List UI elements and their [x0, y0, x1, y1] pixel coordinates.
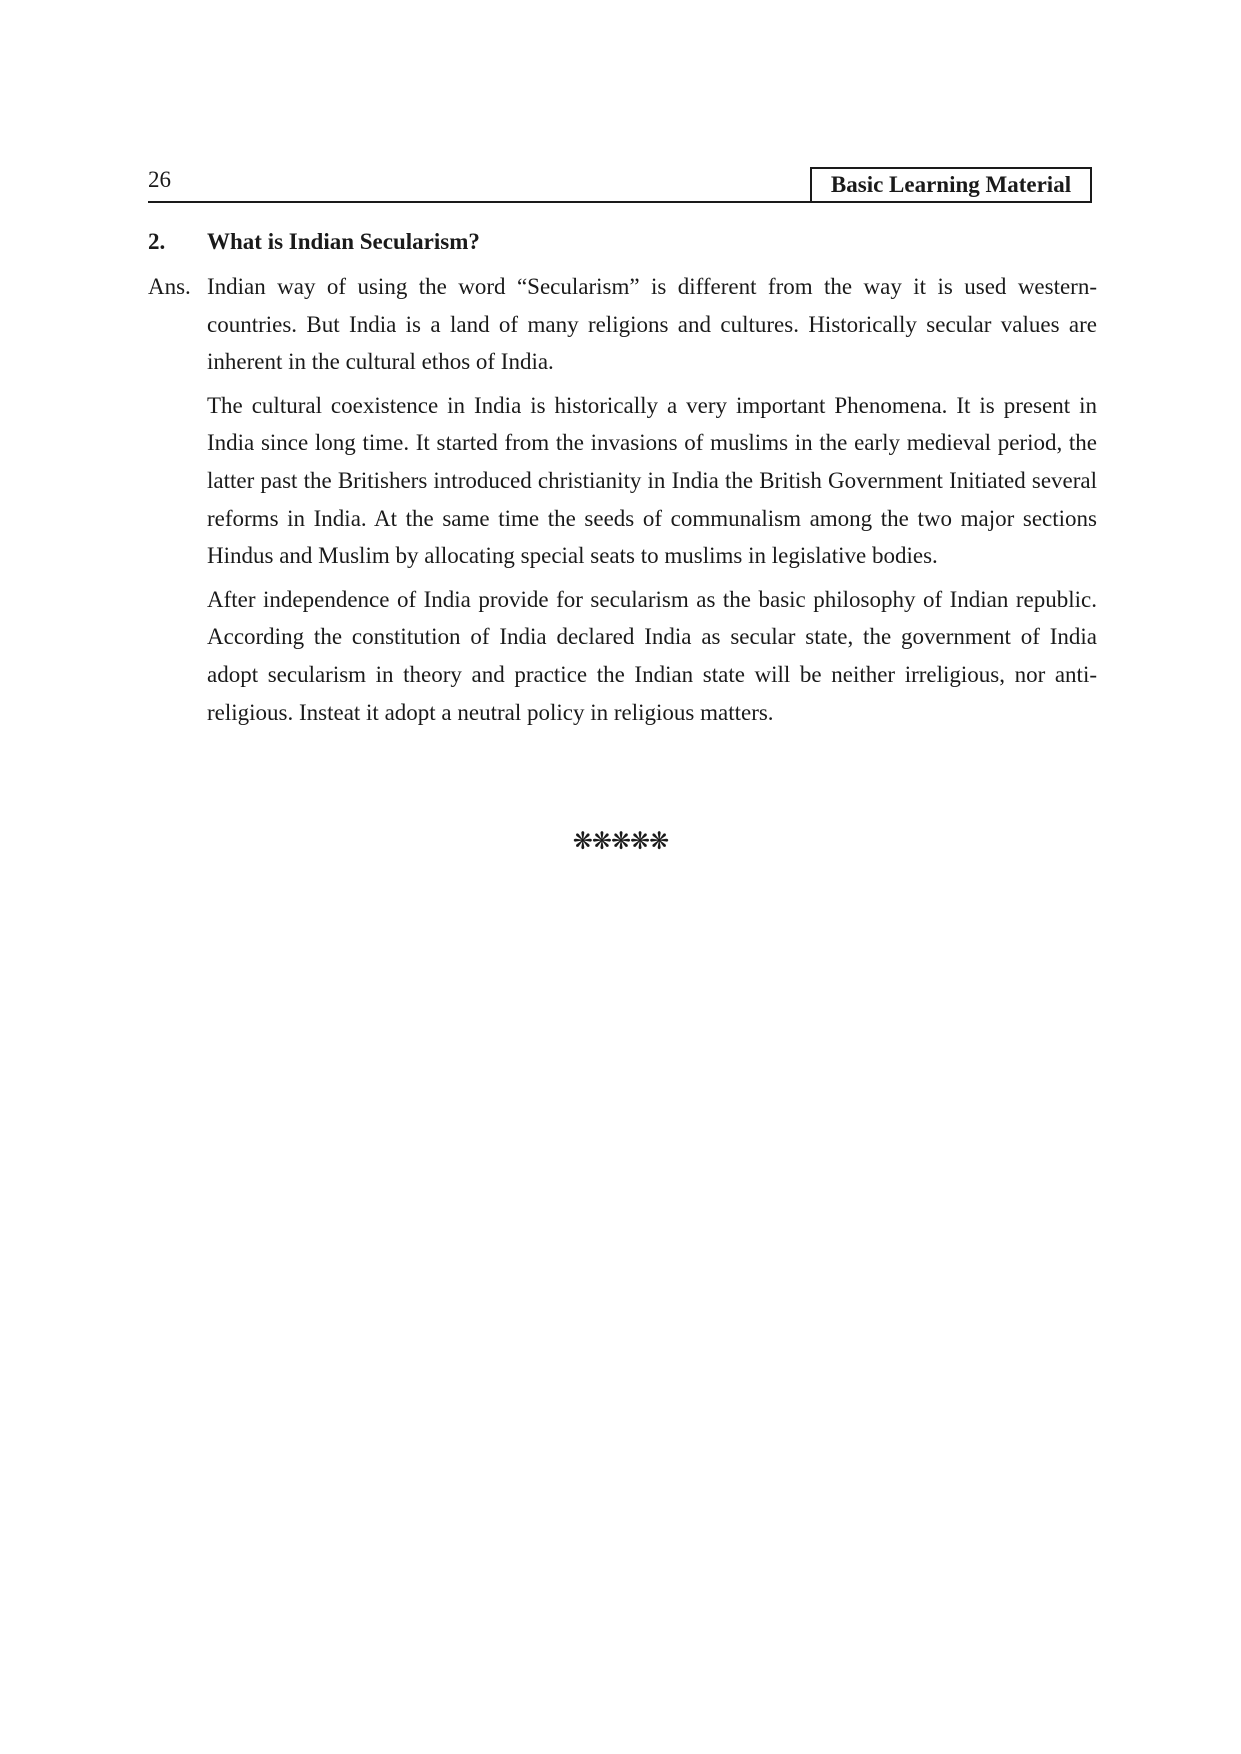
- answer-paragraph-1: Indian way of using the word “Secularism” is different from the way it is used western-countries. But India is a land of many religions and cultures. Historically secular values are inherent in the cultural ethos of India.: [207, 274, 1097, 375]
- question-number: 2.: [148, 229, 166, 254]
- end-of-section-marker: ❋❋❋❋❋: [572, 827, 669, 855]
- answer-paragraph-3: After independence of India provide for secularism as the basic philosophy of Indian republic. According the constitution of India declared India as secular state, the government of India adopt secularism in theory and practice the Indian state will be neither irreligious, nor anti-religious. Insteat it adopt a neutral policy in religious matters.: [207, 586, 1097, 725]
- question-text: What is Indian Secularism?: [207, 229, 480, 254]
- page-number: 26: [148, 167, 171, 192]
- header-divider: [148, 201, 1092, 203]
- answer-body: [207, 268, 1097, 737]
- answer-label: Ans.: [148, 274, 191, 299]
- book-title: Basic Learning Material: [810, 167, 1092, 203]
- answer-paragraph-2: The cultural coexistence in India is historically a very important Phenomena. It is present in India since long time. It started from the invasions of muslims in the early medieval period, the latter past the Britishers introduced christianity in India the British Government Initiated several reforms in India. At the same time the seeds of communalism among the two major sections Hindus and Muslim by allocating special seats to muslims in legislative bodies.: [207, 392, 1097, 569]
